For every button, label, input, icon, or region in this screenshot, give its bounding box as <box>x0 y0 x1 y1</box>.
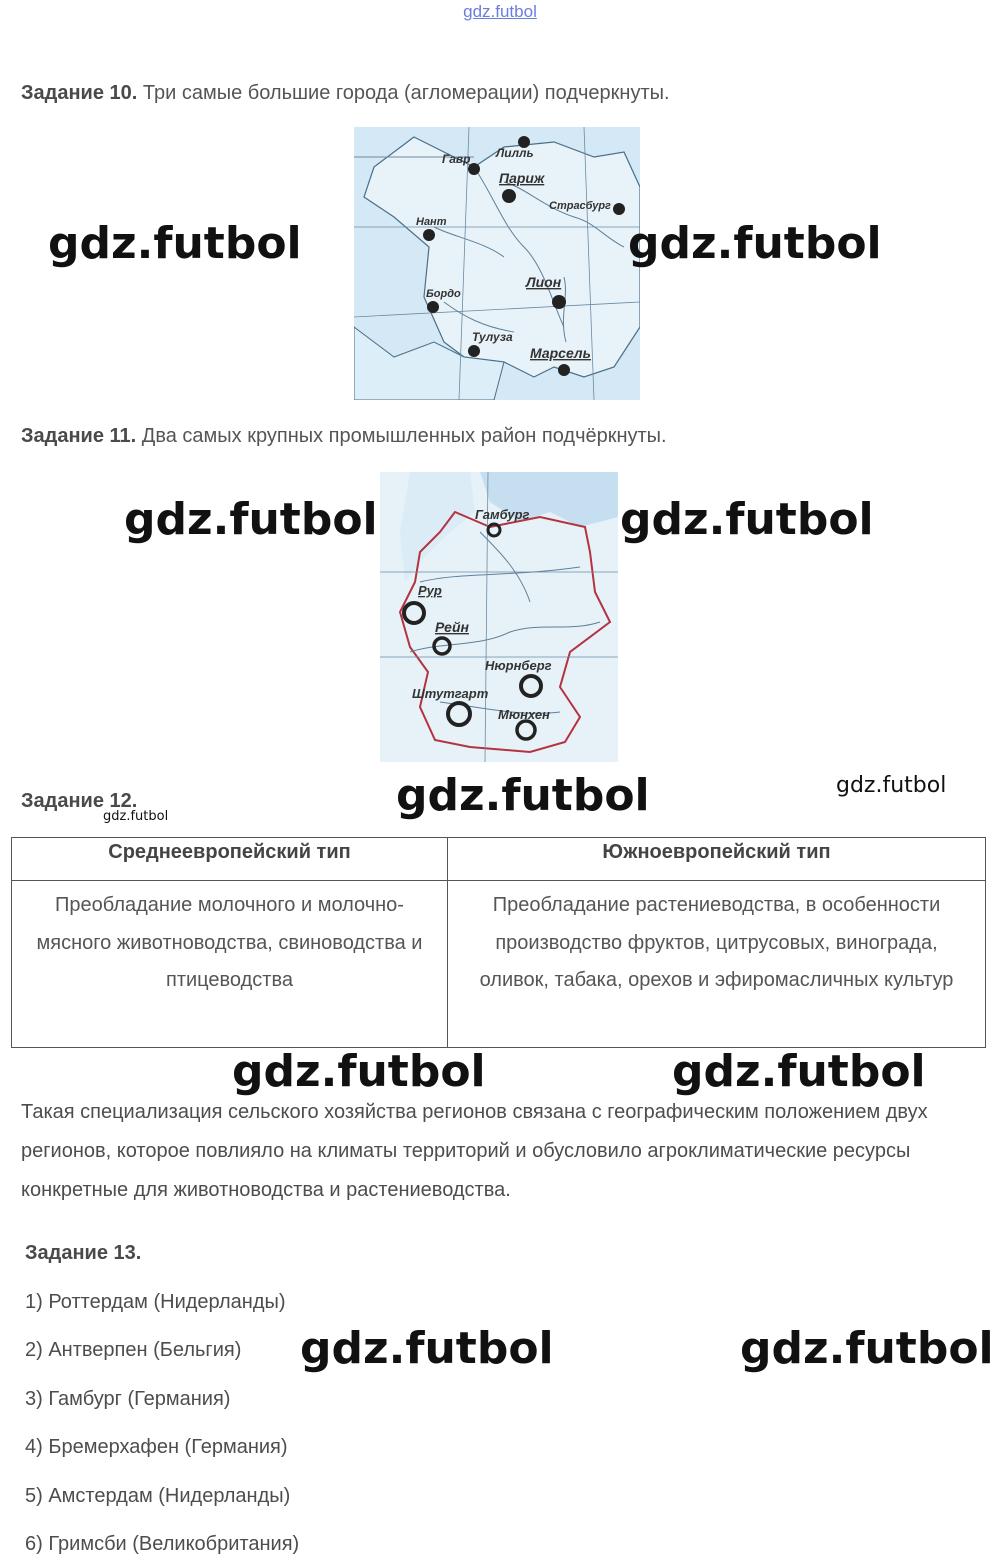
watermark-tiny: gdz.futbol <box>103 809 169 824</box>
watermark: gdz.futbol <box>48 218 302 269</box>
task-11-text: Два самых крупных промышленных район подчёркнуты. <box>136 425 667 447</box>
watermark: gdz.futbol <box>620 494 874 545</box>
city-dot-marseille <box>558 364 570 376</box>
city-label-lyon: Лион <box>526 274 562 290</box>
task-10-heading <box>21 82 670 105</box>
city-label-toulouse: Тулуза <box>472 330 513 344</box>
task-12-paragraph: Такая специализация сельского хозяйства регионов связана с географическим положением двух регионов, которое повлияло на климаты территорий и обусловило агроклиматические ресурсы конкретные для животноводства и растениеводства. <box>21 1101 928 1201</box>
city-label-lille: Лилль <box>496 146 534 160</box>
watermark: gdz.futbol <box>232 1046 486 1097</box>
watermark-small: gdz.futbol <box>836 773 947 798</box>
agriculture-types-table <box>11 837 986 1048</box>
task-12-label: Задание 12. <box>21 790 138 812</box>
task-11-heading <box>21 425 667 448</box>
task-13-heading <box>25 1242 141 1265</box>
list-item: 2) Антверпен (Бельгия) <box>25 1339 242 1361</box>
list-item: 4) Бремерхафен (Германия) <box>25 1436 288 1458</box>
city-label-strasbourg: Страсбург <box>549 200 611 212</box>
city-dot-nantes <box>423 229 435 241</box>
city-label-nantes: Нант <box>416 216 447 228</box>
list-item: 5) Амстердам (Нидерланды) <box>25 1485 291 1507</box>
table-header-row <box>12 838 986 881</box>
task-10-text: Три самые большие города (агломерации) подчеркнуты. <box>137 82 670 104</box>
watermark: gdz.futbol <box>740 1323 994 1374</box>
city-label-marseille: Марсель <box>530 345 591 361</box>
table-header-southern: Южноевропейский тип <box>448 838 986 881</box>
region-label-rhine: Рейн <box>435 619 469 635</box>
watermark: gdz.futbol <box>672 1046 926 1097</box>
city-label-paris: Париж <box>499 170 545 186</box>
list-item: 6) Гримсби (Великобритания) <box>25 1533 300 1555</box>
region-label-hamburg: Гамбург <box>475 507 530 522</box>
watermark: gdz.futbol <box>300 1323 554 1374</box>
top-watermark-link[interactable]: gdz.futbol <box>463 2 537 21</box>
city-dot-lyon <box>552 295 566 309</box>
city-label-bordeaux: Бордо <box>426 288 461 300</box>
region-label-ruhr: Рур <box>418 583 442 598</box>
germany-map <box>380 472 618 762</box>
region-label-munich: Мюнхен <box>498 707 550 722</box>
city-dot-bordeaux <box>427 301 439 313</box>
city-label-havre: Гавр <box>442 152 471 166</box>
list-item: 3) Гамбург (Германия) <box>25 1388 231 1410</box>
city-dot-strasbourg <box>613 203 625 215</box>
task-11-label: Задание 11. <box>21 425 137 447</box>
city-dot-toulouse <box>468 345 480 357</box>
task-13-label: Задание 13. <box>25 1242 142 1264</box>
table-header-central: Среднеевропейский тип <box>12 838 448 881</box>
watermark: gdz.futbol <box>628 218 882 269</box>
task-10-label: Задание 10. <box>21 82 138 104</box>
watermark: gdz.futbol <box>396 770 650 821</box>
region-label-nuremberg: Нюрнберг <box>485 658 552 673</box>
watermark: gdz.futbol <box>124 494 378 545</box>
table-row <box>12 881 986 1048</box>
region-label-stuttgart: Штутгарт <box>412 686 489 701</box>
france-map <box>354 127 640 400</box>
list-item: 1) Роттердам (Нидерланды) <box>25 1291 286 1313</box>
table-cell-central: Преобладание молочного и молочно-мясного животноводства, свиноводства и птицеводства <box>12 881 448 1048</box>
table-cell-southern: Преобладание растениеводства, в особенности производство фруктов, цитрусовых, винограда, оливок, табака, орехов и эфиромасличных культур <box>448 881 986 1048</box>
city-dot-paris <box>502 189 516 203</box>
